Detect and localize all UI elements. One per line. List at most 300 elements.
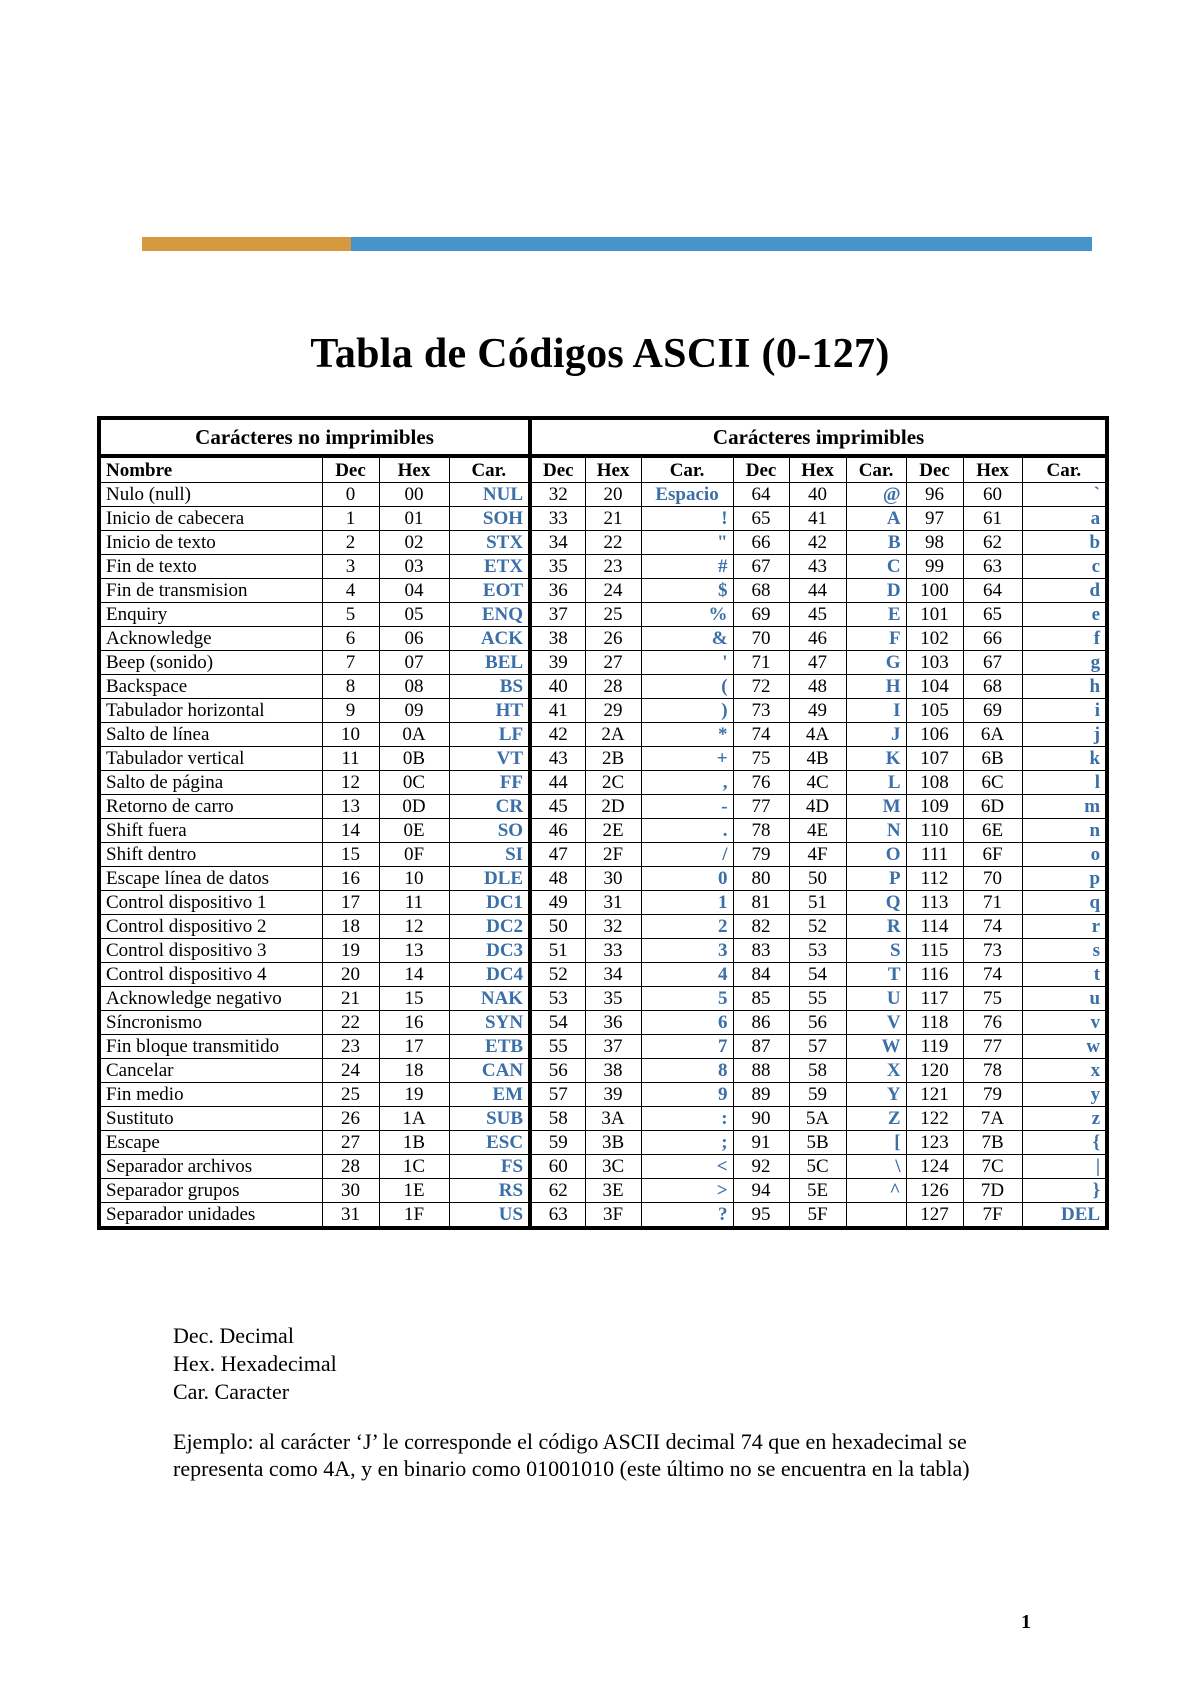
cell-dec: 98 [906,531,963,555]
cell-dec: 113 [906,891,963,915]
cell-dec: 90 [733,1107,789,1131]
cell-hex: 6A [963,723,1022,747]
cell-char: ? [641,1203,733,1229]
cell-dec: 42 [530,723,585,747]
cell-dec: 76 [733,771,789,795]
cell-dec: 79 [733,843,789,867]
cell-hex: 58 [789,1059,846,1083]
cell-name: Cancelar [99,1059,322,1083]
cell-dec: 21 [322,987,379,1011]
cell-hex: 2D [585,795,641,819]
cell-char: HT [449,699,530,723]
cell-name: Fin de transmision [99,579,322,603]
cell-char: E [846,603,906,627]
cell-char: 5 [641,987,733,1011]
cell-char: G [846,651,906,675]
cell-hex: 66 [963,627,1022,651]
cell-char: ( [641,675,733,699]
cell-char: N [846,819,906,843]
cell-hex: 60 [963,483,1022,507]
cell-dec: 111 [906,843,963,867]
cell-hex: 4C [789,771,846,795]
cell-hex: 75 [963,987,1022,1011]
cell-hex: 28 [585,675,641,699]
cell-dec: 88 [733,1059,789,1083]
cell-dec: 122 [906,1107,963,1131]
cell-dec: 40 [530,675,585,699]
cell-dec: 33 [530,507,585,531]
cell-hex: 6C [963,771,1022,795]
cell-dec: 55 [530,1035,585,1059]
cell-dec: 67 [733,555,789,579]
cell-char: B [846,531,906,555]
cell-char: SI [449,843,530,867]
cell-char: LF [449,723,530,747]
cell-hex: 2B [585,747,641,771]
cell-hex: 32 [585,915,641,939]
cell-char: @ [846,483,906,507]
cell-name: Sustituto [99,1107,322,1131]
cell-char: \ [846,1155,906,1179]
cell-char: / [641,843,733,867]
legend-dec: Dec. Decimal [173,1323,294,1348]
cell-name: Nulo (null) [99,483,322,507]
table-row [99,1011,1107,1035]
table-row [99,555,1107,579]
cell-char: y [1022,1083,1107,1107]
cell-name: Backspace [99,675,322,699]
cell-dec: 87 [733,1035,789,1059]
cell-hex: 41 [789,507,846,531]
cell-dec: 19 [322,939,379,963]
table-body [99,483,1107,1229]
cell-char: EOT [449,579,530,603]
cell-char: e [1022,603,1107,627]
cell-hex: 18 [379,1059,449,1083]
cell-dec: 121 [906,1083,963,1107]
cell-name: Acknowledge negativo [99,987,322,1011]
cell-hex: 77 [963,1035,1022,1059]
cell-char: o [1022,843,1107,867]
cell-char: r [1022,915,1107,939]
cell-name: Control dispositivo 2 [99,915,322,939]
table-row [99,1059,1107,1083]
cell-hex: 06 [379,627,449,651]
column-header-car: Car. [449,456,530,483]
cell-hex: 51 [789,891,846,915]
column-header-hex: Hex [585,456,641,483]
cell-char: d [1022,579,1107,603]
cell-hex: 30 [585,867,641,891]
cell-hex: 1C [379,1155,449,1179]
cell-hex: 5F [789,1203,846,1229]
cell-hex: 04 [379,579,449,603]
cell-hex: 63 [963,555,1022,579]
cell-char: 9 [641,1083,733,1107]
cell-hex: 50 [789,867,846,891]
cell-hex: 44 [789,579,846,603]
cell-char: NAK [449,987,530,1011]
cell-dec: 41 [530,699,585,723]
cell-char: h [1022,675,1107,699]
table-row [99,1179,1107,1203]
cell-hex: 27 [585,651,641,675]
cell-dec: 2 [322,531,379,555]
cell-char: a [1022,507,1107,531]
cell-dec: 8 [322,675,379,699]
cell-char: VT [449,747,530,771]
cell-dec: 84 [733,963,789,987]
cell-hex: 48 [789,675,846,699]
cell-name: Acknowledge [99,627,322,651]
cell-dec: 48 [530,867,585,891]
cell-char: Y [846,1083,906,1107]
table-row [99,939,1107,963]
table-row [99,531,1107,555]
cell-char: x [1022,1059,1107,1083]
cell-char: R [846,915,906,939]
cell-name: Separador unidades [99,1203,322,1229]
cell-hex: 4F [789,843,846,867]
cell-hex: 3E [585,1179,641,1203]
cell-char: NUL [449,483,530,507]
cell-dec: 45 [530,795,585,819]
cell-dec: 25 [322,1083,379,1107]
cell-dec: 9 [322,699,379,723]
cell-hex: 47 [789,651,846,675]
table-row [99,699,1107,723]
cell-dec: 18 [322,915,379,939]
cell-dec: 28 [322,1155,379,1179]
cell-hex: 49 [789,699,846,723]
cell-dec: 32 [530,483,585,507]
cell-char: g [1022,651,1107,675]
cell-dec: 10 [322,723,379,747]
cell-hex: 25 [585,603,641,627]
cell-char: DC3 [449,939,530,963]
cell-dec: 46 [530,819,585,843]
cell-name: Inicio de texto [99,531,322,555]
cell-dec: 36 [530,579,585,603]
cell-name: Beep (sonido) [99,651,322,675]
cell-char: BS [449,675,530,699]
cell-char: DC2 [449,915,530,939]
cell-dec: 51 [530,939,585,963]
cell-dec: 102 [906,627,963,651]
cell-dec: 80 [733,867,789,891]
legend-hex: Hex. Hexadecimal [173,1351,337,1376]
cell-dec: 63 [530,1203,585,1229]
cell-dec: 91 [733,1131,789,1155]
cell-dec: 120 [906,1059,963,1083]
table-row [99,1035,1107,1059]
cell-char: ETB [449,1035,530,1059]
cell-hex: 61 [963,507,1022,531]
table-row [99,579,1107,603]
cell-char: J [846,723,906,747]
cell-hex: 1E [379,1179,449,1203]
cell-hex: 57 [789,1035,846,1059]
cell-char: m [1022,795,1107,819]
cell-dec: 107 [906,747,963,771]
cell-hex: 3A [585,1107,641,1131]
cell-char: u [1022,987,1107,1011]
cell-hex: 17 [379,1035,449,1059]
cell-hex: 46 [789,627,846,651]
cell-char: SUB [449,1107,530,1131]
column-header-dec: Dec [322,456,379,483]
cell-name: Fin bloque transmitido [99,1035,322,1059]
cell-dec: 43 [530,747,585,771]
cell-char: SYN [449,1011,530,1035]
header-bar-orange [142,237,351,251]
cell-dec: 6 [322,627,379,651]
cell-hex: 38 [585,1059,641,1083]
cell-dec: 72 [733,675,789,699]
cell-char: 1 [641,891,733,915]
cell-char: 7 [641,1035,733,1059]
table-row [99,1107,1107,1131]
table-row [99,771,1107,795]
cell-dec: 83 [733,939,789,963]
cell-char: & [641,627,733,651]
cell-hex: 76 [963,1011,1022,1035]
cell-dec: 127 [906,1203,963,1229]
cell-char: j [1022,723,1107,747]
cell-hex: 0E [379,819,449,843]
cell-dec: 56 [530,1059,585,1083]
cell-dec: 126 [906,1179,963,1203]
cell-hex: 5A [789,1107,846,1131]
cell-name: Control dispositivo 1 [99,891,322,915]
cell-dec: 106 [906,723,963,747]
cell-dec: 30 [322,1179,379,1203]
cell-char: STX [449,531,530,555]
cell-hex: 24 [585,579,641,603]
table-row [99,915,1107,939]
cell-dec: 97 [906,507,963,531]
cell-char: EM [449,1083,530,1107]
cell-name: Inicio de cabecera [99,507,322,531]
column-header-hex: Hex [789,456,846,483]
cell-char: U [846,987,906,1011]
cell-char: : [641,1107,733,1131]
cell-hex: 37 [585,1035,641,1059]
table-row [99,603,1107,627]
cell-dec: 89 [733,1083,789,1107]
cell-dec: 20 [322,963,379,987]
cell-dec: 37 [530,603,585,627]
cell-char: ACK [449,627,530,651]
cell-hex: 21 [585,507,641,531]
cell-char: ' [641,651,733,675]
cell-char: 0 [641,867,733,891]
cell-hex: 2C [585,771,641,795]
cell-char: [ [846,1131,906,1155]
cell-char: i [1022,699,1107,723]
cell-hex: 2F [585,843,641,867]
cell-char: z [1022,1107,1107,1131]
cell-hex: 01 [379,507,449,531]
cell-hex: 07 [379,651,449,675]
cell-char: s [1022,939,1107,963]
cell-char: DLE [449,867,530,891]
cell-hex: 52 [789,915,846,939]
column-header-hex: Hex [379,456,449,483]
cell-char: 8 [641,1059,733,1083]
cell-hex: 0A [379,723,449,747]
cell-char: ETX [449,555,530,579]
cell-name: Separador archivos [99,1155,322,1179]
cell-char: S [846,939,906,963]
cell-dec: 26 [322,1107,379,1131]
cell-char: A [846,507,906,531]
cell-dec: 114 [906,915,963,939]
cell-char: D [846,579,906,603]
cell-dec: 66 [733,531,789,555]
cell-dec: 115 [906,939,963,963]
cell-hex: 4D [789,795,846,819]
cell-hex: 36 [585,1011,641,1035]
cell-dec: 81 [733,891,789,915]
cell-hex: 71 [963,891,1022,915]
cell-char: K [846,747,906,771]
cell-char: I [846,699,906,723]
cell-hex: 4E [789,819,846,843]
cell-dec: 4 [322,579,379,603]
cell-name: Tabulador vertical [99,747,322,771]
cell-name: Shift dentro [99,843,322,867]
cell-hex: 42 [789,531,846,555]
cell-char: ; [641,1131,733,1155]
cell-dec: 49 [530,891,585,915]
cell-char [846,1203,906,1229]
cell-hex: 3C [585,1155,641,1179]
cell-dec: 109 [906,795,963,819]
cell-dec: 112 [906,867,963,891]
cell-hex: 09 [379,699,449,723]
cell-hex: 70 [963,867,1022,891]
cell-dec: 116 [906,963,963,987]
cell-dec: 24 [322,1059,379,1083]
cell-hex: 6D [963,795,1022,819]
cell-char: 4 [641,963,733,987]
cell-dec: 70 [733,627,789,651]
cell-dec: 68 [733,579,789,603]
cell-char: C [846,555,906,579]
column-header-dec: Dec [530,456,585,483]
cell-char: DC1 [449,891,530,915]
cell-hex: 16 [379,1011,449,1035]
cell-dec: 117 [906,987,963,1011]
cell-hex: 40 [789,483,846,507]
cell-dec: 77 [733,795,789,819]
cell-hex: 34 [585,963,641,987]
cell-char: DC4 [449,963,530,987]
cell-hex: 0F [379,843,449,867]
cell-dec: 74 [733,723,789,747]
table-row [99,819,1107,843]
cell-dec: 85 [733,987,789,1011]
table-row [99,627,1107,651]
cell-dec: 38 [530,627,585,651]
cell-hex: 7B [963,1131,1022,1155]
cell-hex: 7C [963,1155,1022,1179]
cell-dec: 3 [322,555,379,579]
cell-char: ESC [449,1131,530,1155]
column-header-row [99,456,1107,483]
cell-dec: 47 [530,843,585,867]
cell-dec: 16 [322,867,379,891]
cell-dec: 23 [322,1035,379,1059]
cell-hex: 6F [963,843,1022,867]
cell-dec: 13 [322,795,379,819]
cell-dec: 34 [530,531,585,555]
cell-char: M [846,795,906,819]
cell-dec: 7 [322,651,379,675]
cell-dec: 108 [906,771,963,795]
cell-hex: 14 [379,963,449,987]
cell-hex: 22 [585,531,641,555]
cell-hex: 7F [963,1203,1022,1229]
cell-hex: 11 [379,891,449,915]
cell-char: ! [641,507,733,531]
cell-char: f [1022,627,1107,651]
cell-char: b [1022,531,1107,555]
cell-dec: 35 [530,555,585,579]
cell-dec: 59 [530,1131,585,1155]
cell-char: ) [641,699,733,723]
cell-char: % [641,603,733,627]
cell-hex: 23 [585,555,641,579]
cell-hex: 2A [585,723,641,747]
cell-hex: 55 [789,987,846,1011]
cell-dec: 123 [906,1131,963,1155]
cell-hex: 5C [789,1155,846,1179]
cell-char: CAN [449,1059,530,1083]
cell-dec: 69 [733,603,789,627]
cell-char: W [846,1035,906,1059]
cell-char: > [641,1179,733,1203]
cell-char: c [1022,555,1107,579]
cell-dec: 57 [530,1083,585,1107]
cell-dec: 103 [906,651,963,675]
cell-hex: 53 [789,939,846,963]
cell-hex: 13 [379,939,449,963]
cell-char: , [641,771,733,795]
cell-hex: 54 [789,963,846,987]
cell-char: V [846,1011,906,1035]
cell-char: q [1022,891,1107,915]
group-header-row [99,418,1107,456]
cell-char: Q [846,891,906,915]
cell-dec: 104 [906,675,963,699]
cell-dec: 82 [733,915,789,939]
cell-hex: 6E [963,819,1022,843]
cell-char: " [641,531,733,555]
cell-hex: 1A [379,1107,449,1131]
cell-dec: 58 [530,1107,585,1131]
cell-hex: 7A [963,1107,1022,1131]
group-header-printable: Carácteres imprimibles [530,418,1107,456]
cell-dec: 62 [530,1179,585,1203]
legend-car: Car. Caracter [173,1379,290,1404]
cell-char: H [846,675,906,699]
cell-hex: 03 [379,555,449,579]
cell-char: 3 [641,939,733,963]
cell-dec: 124 [906,1155,963,1179]
table-row [99,675,1107,699]
